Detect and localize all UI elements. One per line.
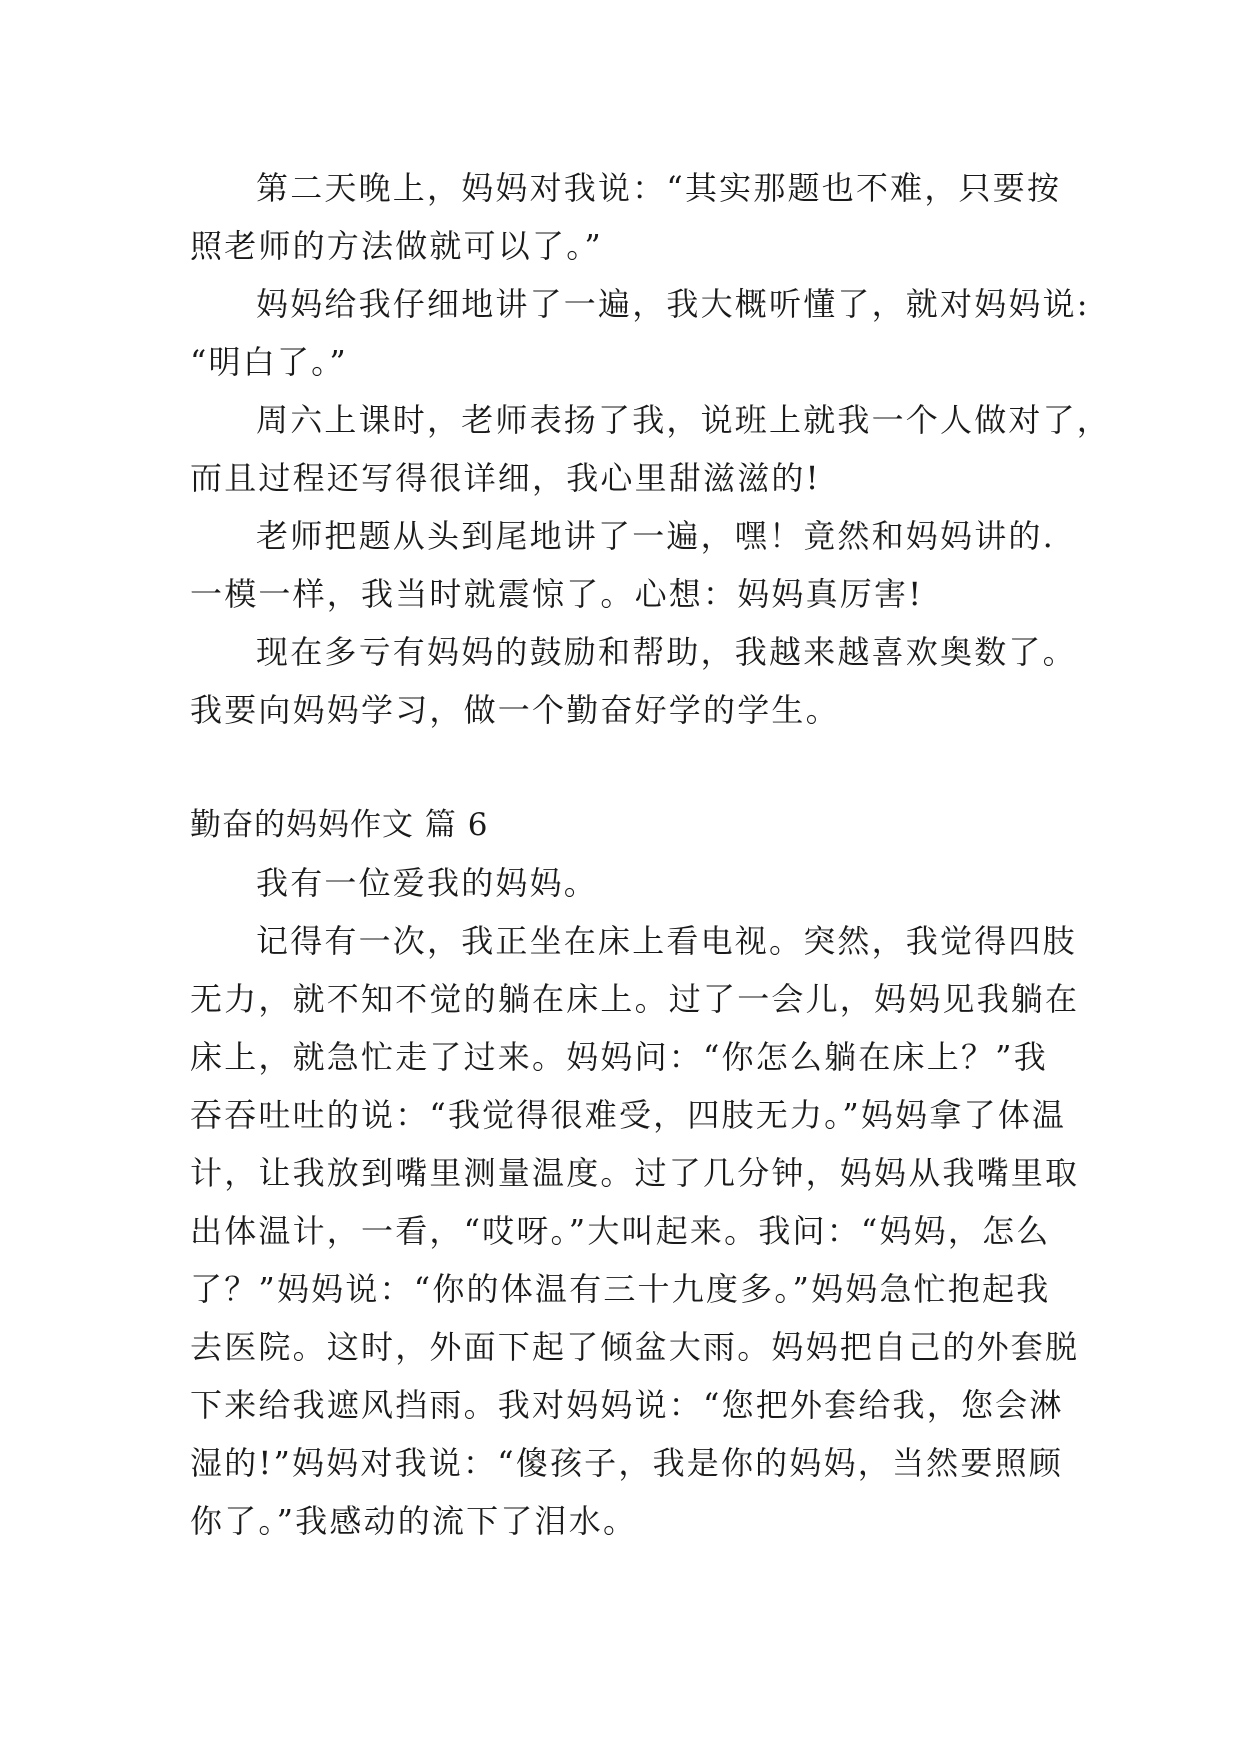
paragraph-line: 计，让我放到嘴里测量温度。过了几分钟，妈妈从我嘴里取 [190, 1154, 1080, 1192]
paragraph-line: 去医院。这时，外面下起了倾盆大雨。妈妈把自己的外套脱 [190, 1328, 1080, 1366]
paragraph-line: 下来给我遮风挡雨。我对妈妈说：“您把外套给我，您会淋 [190, 1386, 1064, 1424]
paragraph-line: 现在多亏有妈妈的鼓励和帮助，我越来越喜欢奥数了。 [256, 633, 1077, 671]
paragraph-line: 吞吞吐吐的说：“我觉得很难受，四肢无力。”妈妈拿了体温 [190, 1096, 1067, 1134]
paragraph-line: 记得有一次，我正坐在床上看电视。突然，我觉得四肢 [256, 922, 1077, 960]
paragraph-line: 老师把题从头到尾地讲了一遍，嘿！竟然和妈妈讲的. [256, 517, 1055, 555]
paragraph-line: 了？”妈妈说：“你的体温有三十九度多。”妈妈急忙抱起我 [190, 1270, 1051, 1308]
section-heading: 勤奋的妈妈作文 篇 6 [190, 807, 489, 843]
paragraph-line: 无力，就不知不觉的躺在床上。过了一会儿，妈妈见我躺在 [190, 980, 1080, 1018]
paragraph-line: 我有一位爱我的妈妈。 [256, 864, 599, 902]
paragraph-line: 你了。”我感动的流下了泪水。 [190, 1502, 638, 1540]
paragraph-line: 我要向妈妈学习，做一个勤奋好学的学生。 [190, 691, 840, 729]
paragraph-line: “明白了。” [190, 343, 348, 381]
paragraph-line: 妈妈给我仔细地讲了一遍，我大概听懂了，就对妈妈说: [256, 285, 1090, 323]
paragraph-line: 出体温计，一看，“哎呀。”大叫起来。我问：“妈妈，怎么 [190, 1212, 1051, 1250]
paragraph-line: 而且过程还写得很详细，我心里甜滋滋的! [190, 459, 821, 497]
paragraph-line: 照老师的方法做就可以了。” [190, 227, 603, 265]
paragraph-line: 一模一样，我当时就震惊了。心想：妈妈真厉害! [190, 575, 924, 613]
paragraph-line: 床上，就急忙走了过来。妈妈问：“你怎么躺在床上？”我 [190, 1038, 1048, 1076]
paragraph-line: 湿的!”妈妈对我说：“傻孩子，我是你的妈妈，当然要照顾 [190, 1444, 1063, 1482]
paragraph-line: 周六上课时，老师表扬了我，说班上就我一个人做对了， [256, 401, 1112, 439]
paragraph-line: 第二天晚上，妈妈对我说：“其实那题也不难，只要按 [256, 169, 1062, 207]
